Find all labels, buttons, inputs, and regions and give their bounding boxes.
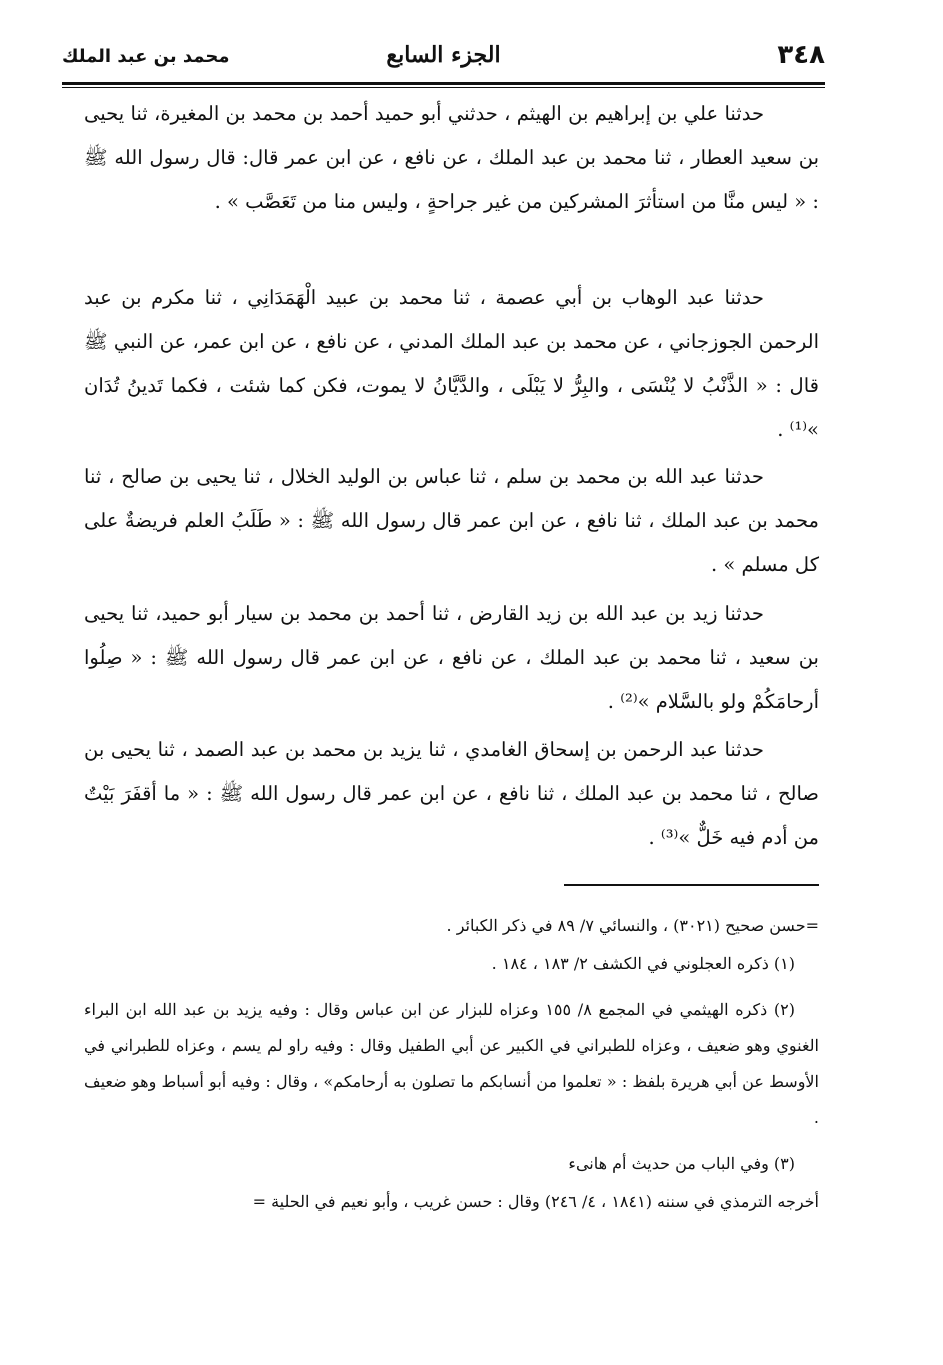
page-number: ٣٤٨	[777, 40, 825, 70]
footnote-2: (٢) ذكره الهيثمي في المجمع ٨/ ١٥٥ وعزاه للبزار عن ابن عباس وقال : وفيه يزيد بن عبد الله ابن البراء الغنوي وهو ضعيف ، وعزاه للطبراني في الكبير عن أبي الطفيل وقال : وفيه راو لم يسم ، وعزاه للطبراني في الأوسط عن أبي هريرة بلفظ : « تعلموا من أنسابكم ما تصلون به أرحامكم» ، وقال : وفيه أبو أسباط وهو ضعيف .	[84, 1000, 819, 1127]
hadith-paragraph-4: حدثنا زيد بن عبد الله بن زيد القارض ، ثنا أحمد بن محمد بن سيار أبو حميد، ثنا يحيى بن سعيد ، ثنا محمد بن عبد الملك ، عن نافع ، عن ابن عمر قال رسول الله ﷺ : « صِلُوا أرحامَكُمْ ولو بالسَّلام »⁽²⁾ .	[84, 602, 819, 713]
hadith-paragraph-3: حدثنا عبد الله بن محمد بن سلم ، ثنا عباس بن الوليد الخلال ، ثنا يحيى بن صالح ، ثنا محمد بن عبد الملك ، ثنا نافع ، عن ابن عمر قال رسول الله ﷺ : « طَلَبُ العلم فريضةٌ على كل مسلم » .	[84, 465, 819, 576]
header-rule	[62, 82, 825, 88]
footnote-separator	[564, 884, 819, 886]
running-title: محمد بن عبد الملك	[62, 46, 230, 67]
footnote-continuation: =حسن صحيح (٣٠٢١) ، والنسائي ٧/ ٨٩ في ذكر الكبائر .	[446, 916, 819, 935]
hadith-paragraph-1: حدثنا علي بن إبراهيم بن الهيثم ، حدثني أبو حميد أحمد بن محمد بن المغيرة، ثنا يحيى بن سعيد العطار ، ثنا محمد بن عبد الملك ، عن نافع ، عن ابن عمر قال: قال رسول الله ﷺ : « ليس منَّا من استأثرَ المشركين من غير جراحةٍ ، وليس منا من تَعَصَّب » .	[84, 102, 819, 213]
page-header	[62, 40, 825, 84]
part-title: الجزء السابع	[386, 42, 501, 68]
footnote-1: (١) ذكره العجلوني في الكشف ٢/ ١٨٣ ، ١٨٤ .	[491, 954, 795, 973]
footnote-3: (٣) وفي الباب من حديث أم هانىء	[568, 1154, 795, 1173]
hadith-paragraph-5: حدثنا عبد الرحمن بن إسحاق الغامدي ، ثنا يزيد بن محمد بن عبد الصمد ، ثنا يحيى بن صالح ، ثنا محمد بن عبد الملك ، ثنا نافع ، عن ابن عمر قال رسول الله ﷺ : « ما أقفَرَ بَيْتٌ من أدم فيه خَلٌّ »⁽³⁾ .	[84, 738, 819, 849]
footnote-3-continuation: أخرجه الترمذي في سننه (١٨٤١ ، ٤/ ٢٤٦) وقال : حسن غريب ، وأبو نعيم في الحلية =	[252, 1192, 819, 1211]
hadith-paragraph-2: حدثنا عبد الوهاب بن أبي عصمة ، ثنا محمد بن عبيد الْهَمَدَانِي ، ثنا مكرم بن عبد الرحمن الجوزجاني ، عن محمد بن عبد الملك المدني ، عن نافع ، عن ابن عمر، عن النبي ﷺ قال : « الذَّنْبُ لا يُنْسَى ، والبِرُّ لا يَبْلَى ، والدَّيَّانُ لا يموت، فكن كما شئت ، فكما تَدينُ تُدَان »⁽¹⁾ .	[84, 286, 819, 441]
